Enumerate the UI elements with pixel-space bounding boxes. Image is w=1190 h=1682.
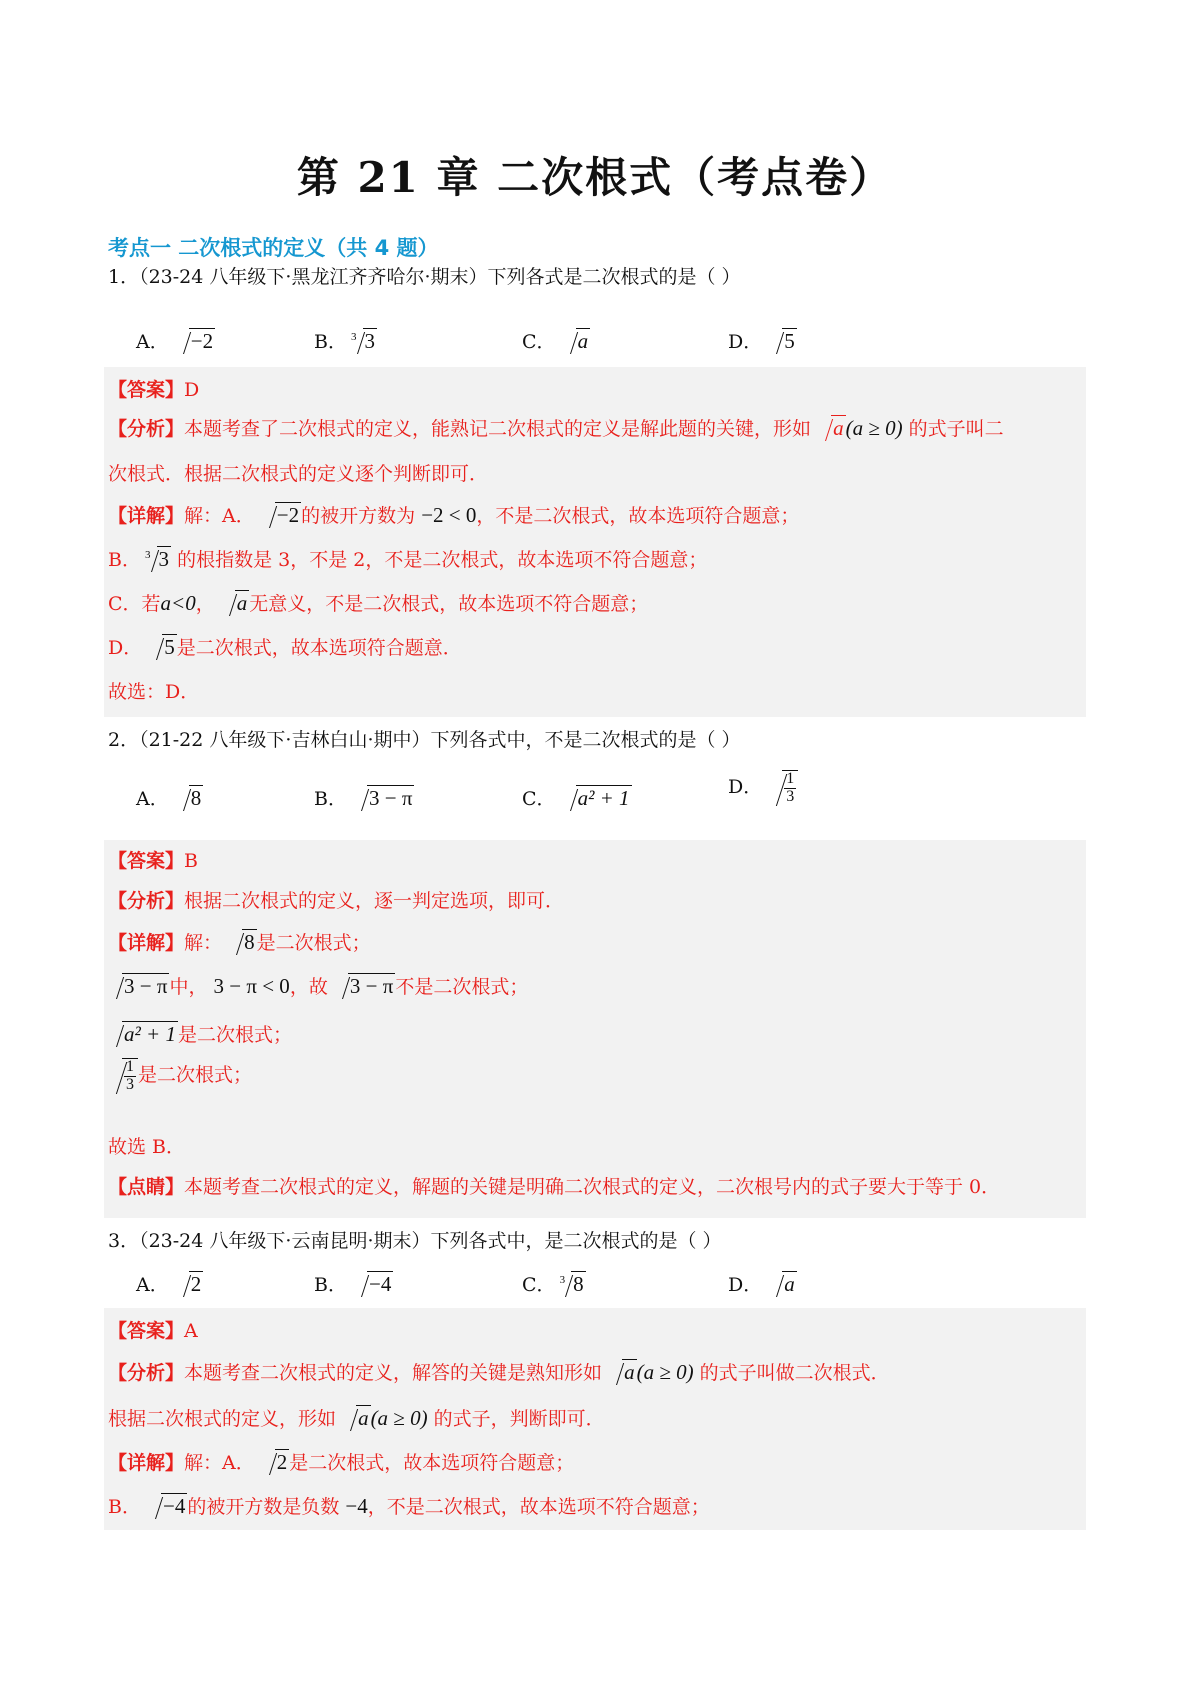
q3-detail-2: B． −4 的被开方数是负数 −4，不是二次根式，故本选项不符合题意；: [108, 1494, 710, 1518]
q1-option-a[interactable]: A． −2: [136, 329, 214, 353]
q1-solution-box: [104, 367, 1086, 717]
q3-option-d[interactable]: D． a: [728, 1272, 795, 1296]
q2-detail-2: 3 − π 中， 3 − π < 0，故 3 − π 不是二次根式；: [108, 972, 528, 999]
q3-solution-box: [104, 1308, 1086, 1530]
page-title: 第 21 章 二次根式（考点卷）: [296, 153, 894, 202]
q1-analysis: 【分析】本题考查了二次根式的定义，能熟记二次根式的定义是解此题的关键，形如 a(a ≥ 0) 的式子叫二: [108, 416, 1004, 440]
q3-option-a[interactable]: A． 2: [136, 1272, 202, 1296]
q3-stem: 3．（23-24 八年级下·云南昆明·期末）下列各式中，是二次根式的是（ ）: [108, 1230, 722, 1252]
q2-option-d[interactable]: D． $\frac{1}{3}$: [728, 770, 798, 806]
q2-detail-4: $\frac{1}{3}$ 是二次根式；: [108, 1058, 252, 1094]
q1-option-b[interactable]: B． $^3$ 3: [314, 329, 376, 353]
q2-analysis: 【分析】根据二次根式的定义，逐一判定选项，即可．: [108, 890, 565, 912]
q1-option-d[interactable]: D． 5: [728, 329, 795, 353]
q3-analysis-cont: 根据二次根式的定义，形如 a(a ≥ 0) 的式子，判断即可．: [108, 1406, 605, 1430]
q1-detail-4: D． 5 是二次根式，故本选项符合题意．: [108, 635, 462, 659]
q3-option-c[interactable]: C． $^3$ 8: [522, 1272, 584, 1296]
q1-stem: 1．（23-24 八年级下·黑龙江齐齐哈尔·期末）下列各式是二次根式的是（ ）: [108, 266, 741, 288]
q1-detail-2: B． $^3$ 3 的根指数是 3，不是 2，不是二次根式，故本选项不符合题意；: [108, 547, 708, 571]
q1-detail-3: C．若a<0， a 无意义，不是二次根式，故本选项不符合题意；: [108, 591, 649, 615]
q2-solution-box: [104, 840, 1086, 1218]
q2-comment: 【点睛】本题考查二次根式的定义，解题的关键是明确二次根式的定义，二次根号内的式子要大于等于 0．: [108, 1176, 1001, 1198]
q1-answer: 【答案】D: [108, 379, 200, 401]
q2-option-c[interactable]: C． a² + 1: [522, 786, 630, 810]
q3-option-b[interactable]: B． −4: [314, 1272, 392, 1296]
q1-detail-1: 【详解】解：A． −2 的被开方数为 −2 < 0，不是二次根式，故本选项符合题意；: [108, 503, 800, 527]
q2-detail-3: a² + 1 是二次根式；: [108, 1020, 292, 1047]
q3-answer: 【答案】A: [108, 1320, 198, 1342]
q1-analysis-cont: 次根式．根据二次根式的定义逐个判断即可．: [108, 463, 489, 485]
q3-analysis: 【分析】本题考查二次根式的定义，解答的关键是熟知形如 a(a ≥ 0) 的式子叫做二次根式．: [108, 1360, 890, 1384]
section-heading: 考点一 二次根式的定义（共 4 题）: [108, 236, 439, 260]
q3-detail-1: 【详解】解：A． 2 是二次根式，故本选项符合题意；: [108, 1450, 575, 1474]
q1-detail-5: 故选：D．: [108, 681, 200, 703]
q2-answer: 【答案】B: [108, 850, 198, 872]
q1-option-c[interactable]: C． a: [522, 329, 589, 353]
q2-option-a[interactable]: A． 8: [136, 786, 202, 810]
q2-detail-1: 【详解】解： 8 是二次根式；: [108, 930, 371, 954]
q2-stem: 2．（21-22 八年级下·吉林白山·期中）下列各式中，不是二次根式的是（ ）: [108, 729, 741, 751]
sqrt-expr: −2: [175, 328, 215, 354]
q2-option-b[interactable]: B． 3 − π: [314, 786, 413, 810]
q2-detail-5: 故选 B．: [108, 1136, 186, 1158]
